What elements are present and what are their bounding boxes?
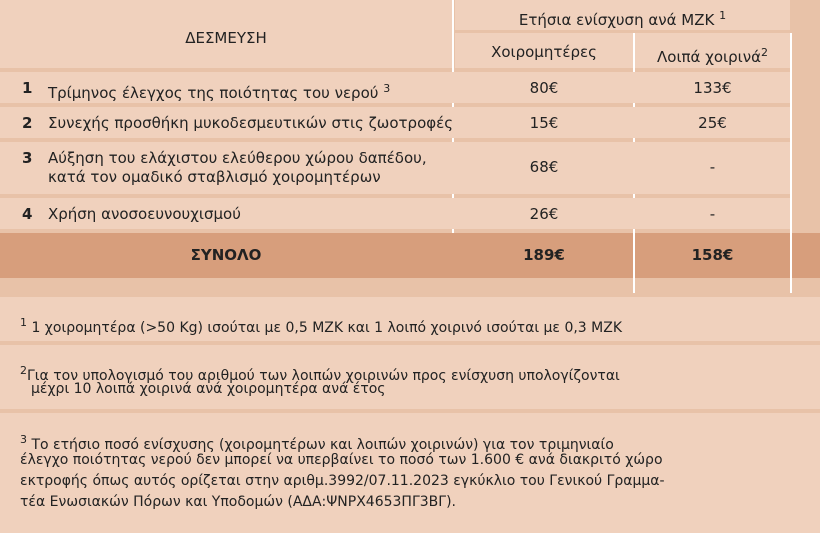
- row-sows-value: 68€: [529, 158, 559, 176]
- footnote-2-line1: $^2$Για τον υπολογισμό του αριθμού των λοιπών χοιρινών προς ενίσχυση υπολογίζονται: [20, 364, 620, 384]
- total-other-value: 158€: [691, 246, 734, 264]
- row-text: Χρήση ανοσοευνουχισμού: [48, 205, 241, 223]
- row-text-line1: Αύξηση του ελάχιστου ελεύθερου χώρου δαπέδου,: [48, 149, 427, 167]
- header-col-other-pigs: Λοιπά χοιρινά$^2$: [657, 46, 768, 66]
- row-other-value: 25€: [698, 114, 727, 132]
- row-text: Τρίμηνος έλεγχος της ποιότητας του νερού $^3$: [48, 82, 391, 102]
- row-number: 3: [22, 149, 33, 167]
- divider-total-right: [790, 233, 792, 293]
- footnote-1: $^1$ 1 χοιρομητέρα (>50 Kg) ισούται με 0,5 ΜΖΚ και 1 λοιπό χοιρινό ισούται με 0,3 ΜΖΚ: [20, 316, 623, 336]
- row-number: 1: [22, 79, 33, 97]
- total-label: ΣΥΝΟΛΟ: [190, 246, 262, 264]
- total-sows-value: 189€: [523, 246, 565, 264]
- footnote-3-line3: εκτροφής όπως αυτός ορίζεται στην αριθμ.3992/07.11.2023 εγκύκλιο του Γενικού Γραμμα-: [20, 473, 665, 489]
- footnote-3-line2: έλεγχο ποιότητας νερού δεν μπορεί να υπερβαίνει το ποσό των 1.600 € ανά διακριτό χώρο: [20, 452, 663, 468]
- header-commitment: ΔΕΣΜΕΥΣΗ: [185, 29, 267, 47]
- row-other-value: -: [709, 205, 716, 223]
- row-number: 4: [22, 205, 33, 223]
- footnote-2-line2: μέχρι 10 λοιπά χοιρινά ανά χοιρομητέρα ανά έτος: [31, 381, 386, 397]
- row-sows-value: 26€: [529, 205, 559, 223]
- divider-right: [790, 33, 792, 233]
- header-col-sows: Χοιρομητέρες: [491, 43, 597, 61]
- footnote-3-line4: τέα Ενωσιακών Πόρων και Υποδομών (ΑΔΑ:ΨΝΡΧ4653ΠΓ3ΒΓ).: [20, 494, 456, 510]
- row-text: Συνεχής προσθήκη μυκοδεσμευτικών στις ζωοτροφές: [48, 114, 454, 132]
- row-other-value: -: [709, 158, 716, 176]
- footnote-3-line1: $^3$ Το ετήσιο ποσό ενίσχυσης (χοιρομητέρων και λοιπών χοιρινών) για τον τριμηνιαίο: [20, 433, 614, 453]
- row-sows-value: 15€: [529, 114, 559, 132]
- row-number: 2: [22, 114, 33, 132]
- row-text-line2: κατά τον ομαδικό σταβλισμό χοιρομητέρων: [48, 168, 381, 186]
- header-annual-aid: Ετήσια ενίσχυση ανά ΜΖΚ $^1$: [518, 9, 727, 29]
- row-sows-value: 80€: [529, 79, 559, 97]
- row-other-value: 133€: [693, 79, 732, 97]
